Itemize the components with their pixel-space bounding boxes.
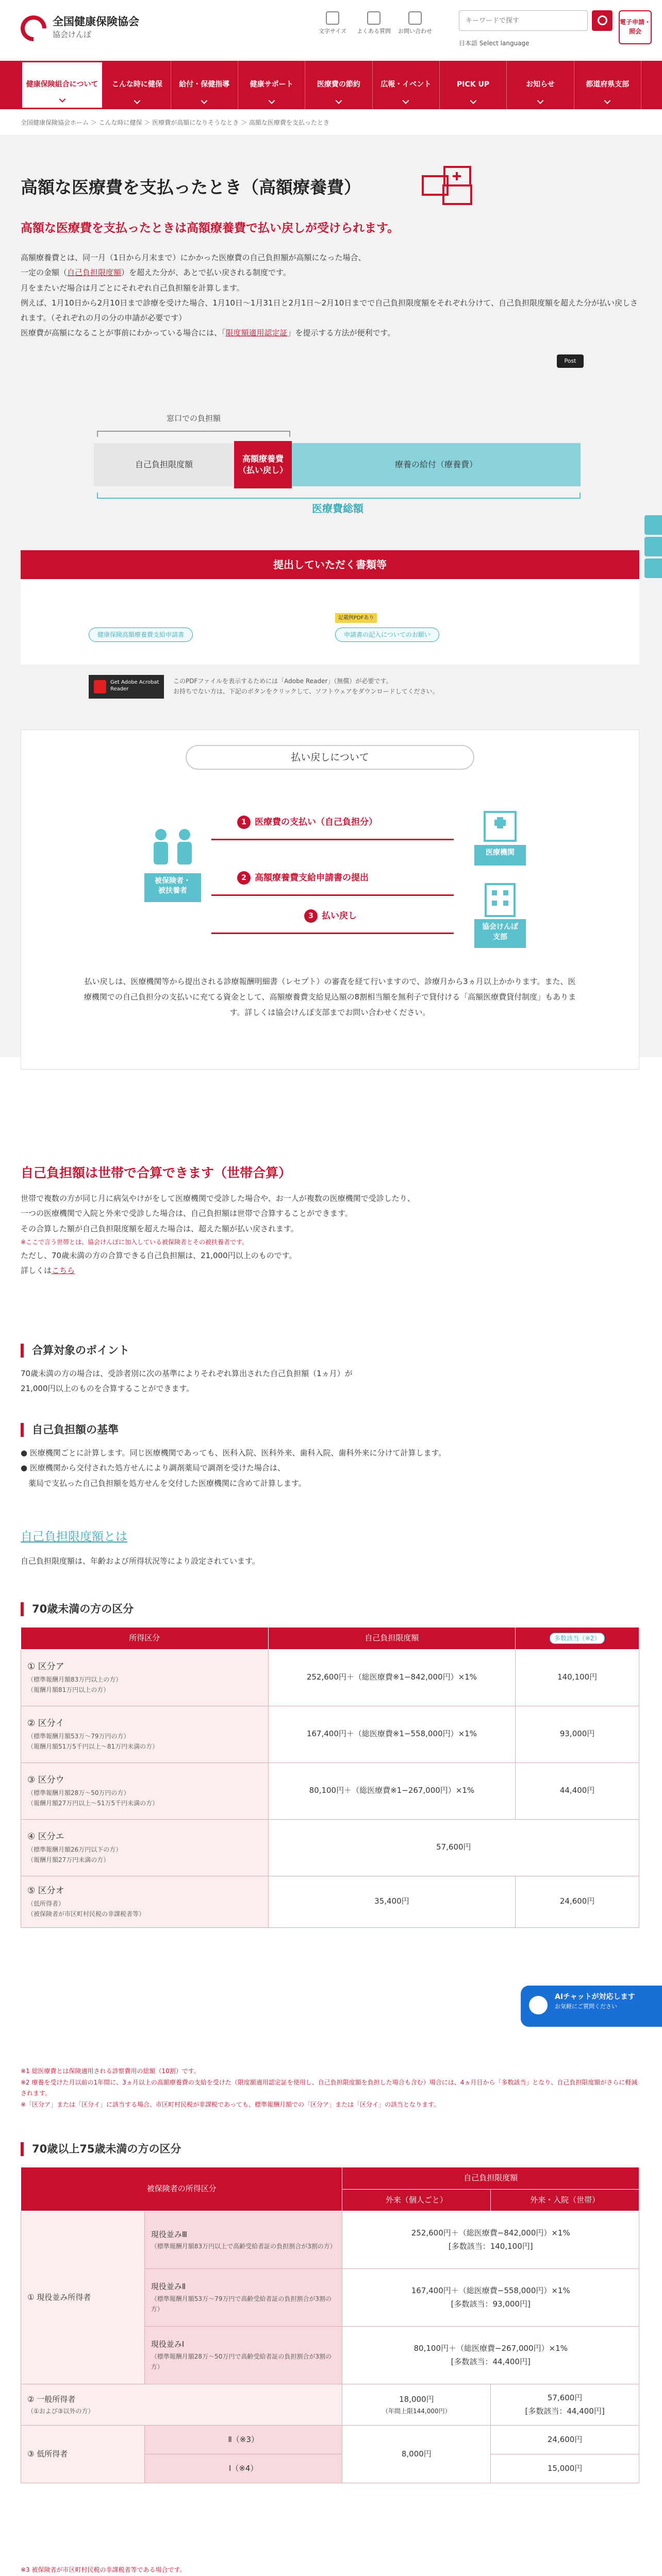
documents-box bbox=[21, 579, 639, 665]
window-bracket bbox=[97, 431, 290, 437]
self-pay-limit-link[interactable]: 自己負担限度額 bbox=[67, 268, 122, 278]
self-pay-limit-bar: 自己負担限度額 bbox=[94, 443, 234, 486]
70-to-75-table: 被保険者の所得区分 自己負担限度額 外来（個人ごと） 外来・入院（世帯） ① 現役並み所得者 現役並みⅢ （標準報酬月額83万円以上で高齢受給者証の負担割合が3割の方） 252,600円＋（総医療費−842,000円）×1% [多数該当：140,100円] 現役並みⅡ （標準報酬月額53万〜79万円で高齢受給者証の負担割合が3割の方） 167,400円＋（総医療費−558,000円）×1% [多数該当：93,000円] 現役並みⅠ （標準報酬月額28万〜50万円で高齢受給者証の負担割合が3割の方） 80,100円＋（総医療費−267,000円）×1% [多数該当：44,400円] ② 一般所得者 （①および③以外の方） 18,000円 （年間上限144,000円） 57,600円 [多数該当：44,400円] ③ 低所得者 Ⅱ（※3） 8,000円 24,600円 Ⅰ（※4） 15,000円 bbox=[21, 2167, 639, 2483]
self-pay-limit-heading-link[interactable]: 自己負担限度額とは bbox=[21, 1530, 127, 1544]
household-sum-text: 世帯で複数の方が同じ月に病気やけがをして医療機関で受診した場合や、お一人が複数の医療機関で受診したり、 一つの医療機関で入院と外来で受診した場合は、自己負担額は世帯で合算することができます。 その合算した額が自己負担限度額を超えた場合は、超えた額が払い戻されます。 ※ここで言う世帯とは、協会けんぽに加入している被保険者とその被扶養者です。 ただし、70歳未満の方の合算できる自己負担額は、21,000円以上のものです。 詳しくはこちら bbox=[21, 1194, 415, 1276]
step1-arrow bbox=[211, 839, 454, 840]
text-size-icon bbox=[326, 11, 339, 25]
language-select[interactable]: 日本語 Select language bbox=[459, 40, 529, 47]
high-cost-refund-bar: 高額療養費 （払い戻し） bbox=[234, 441, 292, 488]
nav-item-pr[interactable]: 広報・イベント bbox=[373, 61, 440, 109]
form-guide-button[interactable]: 申請書の記入についてのお願い bbox=[335, 628, 439, 642]
window-payment-label: 窓口での負担額 bbox=[166, 414, 221, 423]
household-sum-detail-link[interactable]: こちら bbox=[52, 1266, 75, 1276]
sum-point-heading: 合算対象のポイント bbox=[21, 1344, 129, 1358]
hospital-icon bbox=[474, 807, 526, 843]
nav-item-news[interactable]: お知らせ bbox=[507, 61, 574, 109]
site-logo[interactable] bbox=[21, 15, 139, 42]
col-multi: 多数該当（※2） bbox=[516, 1628, 639, 1650]
site-header bbox=[0, 0, 662, 61]
page-title: 高額な医療費を支払ったとき（高額療養費） bbox=[21, 177, 361, 197]
total-bracket bbox=[97, 493, 581, 499]
adobe-reader-note: このPDFファイルを表示するためには「Adobe Reader」（無償）が必要です。 お持ちでない方は、下記のボタンをクリックして、ソフトウェアをダウンロードしてください。 bbox=[173, 677, 439, 696]
table-row: ① 現役並み所得者 現役並みⅢ （標準報酬月額83万円以上で高齢受給者証の負担割合が3割の方） 252,600円＋（総医療費−842,000円）×1% [多数該当：140,100円] bbox=[21, 2211, 639, 2269]
kyokai-branch-label: 協会けんぽ 支部 bbox=[474, 919, 526, 948]
font-size-link[interactable]: 文字サイズ bbox=[315, 11, 351, 37]
under-70-heading: 70歳未満の方の区分 bbox=[21, 1602, 134, 1616]
table-row: ③ 低所得者 Ⅱ（※3） 8,000円 24,600円 bbox=[21, 2426, 639, 2454]
table-row: ③ 区分ウ （標準報酬月額28万〜50万円の方） （報酬月額27万円以上〜51万5千円未満の方） 80,100円＋（総医療費※1−267,000円）×1% 44,400円 bbox=[21, 1762, 639, 1819]
70-to-75-notes: ※3 被保険者が市区町村民税の非課税者等である場合です。 bbox=[21, 2566, 186, 2573]
table-row: ⑤ 区分オ （低所得者） （被保険者が市区町村民税の非課税者等） 35,400円 24,600円 bbox=[21, 1876, 639, 1927]
insured-person bbox=[144, 827, 201, 902]
documents-heading: 提出していただく書類等 bbox=[21, 550, 639, 579]
step2: 2 高額療養費支給申請書の提出 bbox=[237, 871, 369, 886]
step3-arrow bbox=[211, 933, 454, 934]
login-button[interactable]: 電子申請・照会 bbox=[619, 10, 652, 44]
table-row: ② 区分イ （標準報酬月額53万〜79万円の方） （報酬月額51万5千円以上〜81万円未満の方） 167,400円＋（総医療費※1−558,000円）×1% 93,000円 bbox=[21, 1706, 639, 1762]
logo-subtitle: 協会けんぽ bbox=[53, 30, 92, 40]
table-row: 現役並みⅠ （標準報酬月額28万〜50万円で高齢受給者証の負担割合が3割の方） 80,100円＋（総医療費−267,000円）×1% [多数該当：44,400円] bbox=[21, 2327, 639, 2384]
table-row: Ⅰ（※4） 15,000円 bbox=[21, 2454, 639, 2483]
nav-item-savings[interactable]: 医療費の節約 bbox=[305, 61, 372, 109]
70-to-75-heading: 70歳以上75歳未満の方の区分 bbox=[21, 2142, 181, 2156]
under-70-table bbox=[21, 1627, 639, 1928]
intro-text: 高額療養費とは、同一月（1日から月末まで）にかかった医療費の自己負担額が高額になった場合、 一定の金額（自己負担限度額）を超えた分が、あとで払い戻される制度です。 月をまたいだ場合は月ごとにそれぞれ自己負担額を計算します。 例えば、1月10日から2月10日まで診療を受けた場合、1月10日〜1月31日と2月1日〜2月10日までで自己負担限度額をそれぞれ分けて、自己負担限度額を超えた分が払い戻しされます。（それぞれの月の分の申請が必要です） 医療費が高額になることが事前にわかっている場合には、「限度額適用認定証」を提示する方法が便利です。 bbox=[21, 253, 638, 338]
search-button[interactable] bbox=[592, 10, 613, 31]
col-limit: 自己負担限度額 bbox=[268, 1628, 516, 1650]
step2-arrow bbox=[211, 894, 454, 896]
global-nav bbox=[0, 61, 662, 109]
logo-title: 全国健康保険協会 bbox=[53, 15, 139, 28]
table-row: ① 区分ア （標準報酬月額83万円以上の方） （報酬月額81万円以上の方） 252,600円＋（総医療費※1−842,000円）×1% 140,100円 bbox=[21, 1649, 639, 1706]
nav-item-about[interactable]: 健康保険組合について bbox=[21, 61, 104, 109]
lead-text: 高額な医療費を支払ったときは高額療養費で払い戻しが受けられます。 bbox=[21, 222, 400, 235]
nav-item-pickup[interactable]: PICK UP bbox=[440, 61, 507, 109]
self-pay-limit-text: 自己負担限度額は、年齢および所得状況等により設定されています。 bbox=[21, 1556, 260, 1566]
criteria-heading: 自己負担額の基準 bbox=[21, 1423, 119, 1437]
nav-item-health[interactable]: 健康サポート bbox=[238, 61, 305, 109]
breadcrumb[interactable]: 全国健康保険協会ホーム ＞ こんな時に健保 ＞ 医療費が高額になりそうなとき ＞ 高額な医療費を支払ったとき bbox=[21, 119, 329, 126]
criteria-text: ● 医療機関ごとに計算します。同じ医療機関であっても、医科入院、医科外来、歯科入院、歯科外来に分けて計算します。 ● 医療機関から交付された処方せんにより調剤薬局で調剤を受けた場合は、 薬局で支払った自己負担額を処方せんを交付した医療機関に含めて計算します。 bbox=[21, 1448, 446, 1488]
mail-icon bbox=[408, 11, 422, 25]
side-tab-1[interactable] bbox=[644, 515, 662, 535]
household-sum-heading: 自己負担額は世帯で合算できます（世帯合算） bbox=[21, 1165, 292, 1180]
side-tab-2[interactable] bbox=[644, 537, 662, 556]
total-cost-label: 医療費総額 bbox=[312, 502, 363, 515]
step3: 3 払い戻し bbox=[304, 909, 357, 924]
nav-item-branches[interactable]: 都道府県支部 bbox=[574, 61, 641, 109]
hospital-label: 医療機関 bbox=[474, 845, 526, 866]
side-tab-3[interactable] bbox=[644, 558, 662, 578]
medical-boxes-icon bbox=[412, 161, 479, 207]
ai-chat-button[interactable]: AIチャットが対応します お気軽にご質問ください bbox=[521, 1986, 662, 2027]
refund-flow-note: 払い戻しは、医療機関等から提出される診療報酬明細書（レセプト）の審査を経て行いますので、診療月から3ヵ月以上かかります。また、医療機関での自己負担分の支払いに充てる資金として、高額療養費支給見込額の8割相当額を無利子で貸付ける「高額医療費貸付制度」もあります。詳しくは協会けんぽ支部までお問い合わせください。 bbox=[84, 977, 576, 1017]
search-input[interactable] bbox=[459, 10, 588, 31]
contact-link[interactable]: お問い合わせ bbox=[397, 11, 433, 37]
table-row: ② 一般所得者 （①および③以外の方） 18,000円 （年間上限144,000円） 57,600円 [多数該当：44,400円] bbox=[21, 2384, 639, 2426]
table-row: ④ 区分エ （標準報酬月額26万円以下の方） （報酬月額27万円未満の方） 57,600円 bbox=[21, 1819, 639, 1876]
sample-pdf-tag: 記載例PDFあり bbox=[335, 613, 377, 623]
table-row: 現役並みⅡ （標準報酬月額53万〜79万円で高齢受給者証の負担割合が3割の方） 167,400円＋（総医療費−558,000円）×1% [多数該当：93,000円] bbox=[21, 2269, 639, 2327]
nav-item-situations[interactable]: こんな時に健保 bbox=[104, 61, 171, 109]
family-icon bbox=[144, 827, 201, 869]
under-70-notes: ※1 総医療費とは保険適用される診察費用の総額（10割）です。 ※2 療養を受けた月以前の1年間に、3ヵ月以上の高額療養費の支給を受けた（限度額適用認定証を使用し、自己負担限度額を負担した場合も含む）場合には、4ヵ月目から「多数該当」となり、自己負担限度額がさらに軽減されます。 ※「区分ア」または「区分イ」に該当する場合、市区町村民税が非課税であっても、標準報酬月額での「区分ア」または「区分イ」の該当となります。 bbox=[21, 2067, 638, 2108]
medical-benefit-bar: 療養の給付（療養費） bbox=[292, 443, 581, 486]
logo-mark-icon bbox=[15, 10, 52, 47]
adobe-reader-button[interactable]: Get Adobe Acrobat Reader bbox=[89, 675, 164, 699]
step1: 1 医療費の支払い（自己負担分） bbox=[237, 815, 377, 830]
insured-person-label: 被保険者・ 被扶養者 bbox=[144, 873, 201, 902]
application-form-button[interactable]: 健康保険高額療養費支給申請書 bbox=[89, 628, 193, 642]
question-icon bbox=[367, 11, 380, 25]
nav-item-benefits[interactable]: 給付・保健指導 bbox=[171, 61, 238, 109]
faq-link[interactable]: よくある質問 bbox=[356, 11, 392, 37]
sum-point-text: 70歳未満の方の場合は、受診者別に次の基準によりそれぞれ算出された自己負担額（1ヵ月）が 21,000円以上のものを合算することができます。 bbox=[21, 1369, 353, 1394]
limit-certificate-link[interactable]: 限度額適用認定証 bbox=[225, 328, 288, 338]
col-income: 所得区分 bbox=[21, 1628, 269, 1650]
office-building-icon bbox=[474, 881, 526, 917]
refund-flow-title: 払い戻しについて bbox=[186, 745, 474, 770]
share-post-button[interactable]: Post bbox=[557, 354, 584, 368]
